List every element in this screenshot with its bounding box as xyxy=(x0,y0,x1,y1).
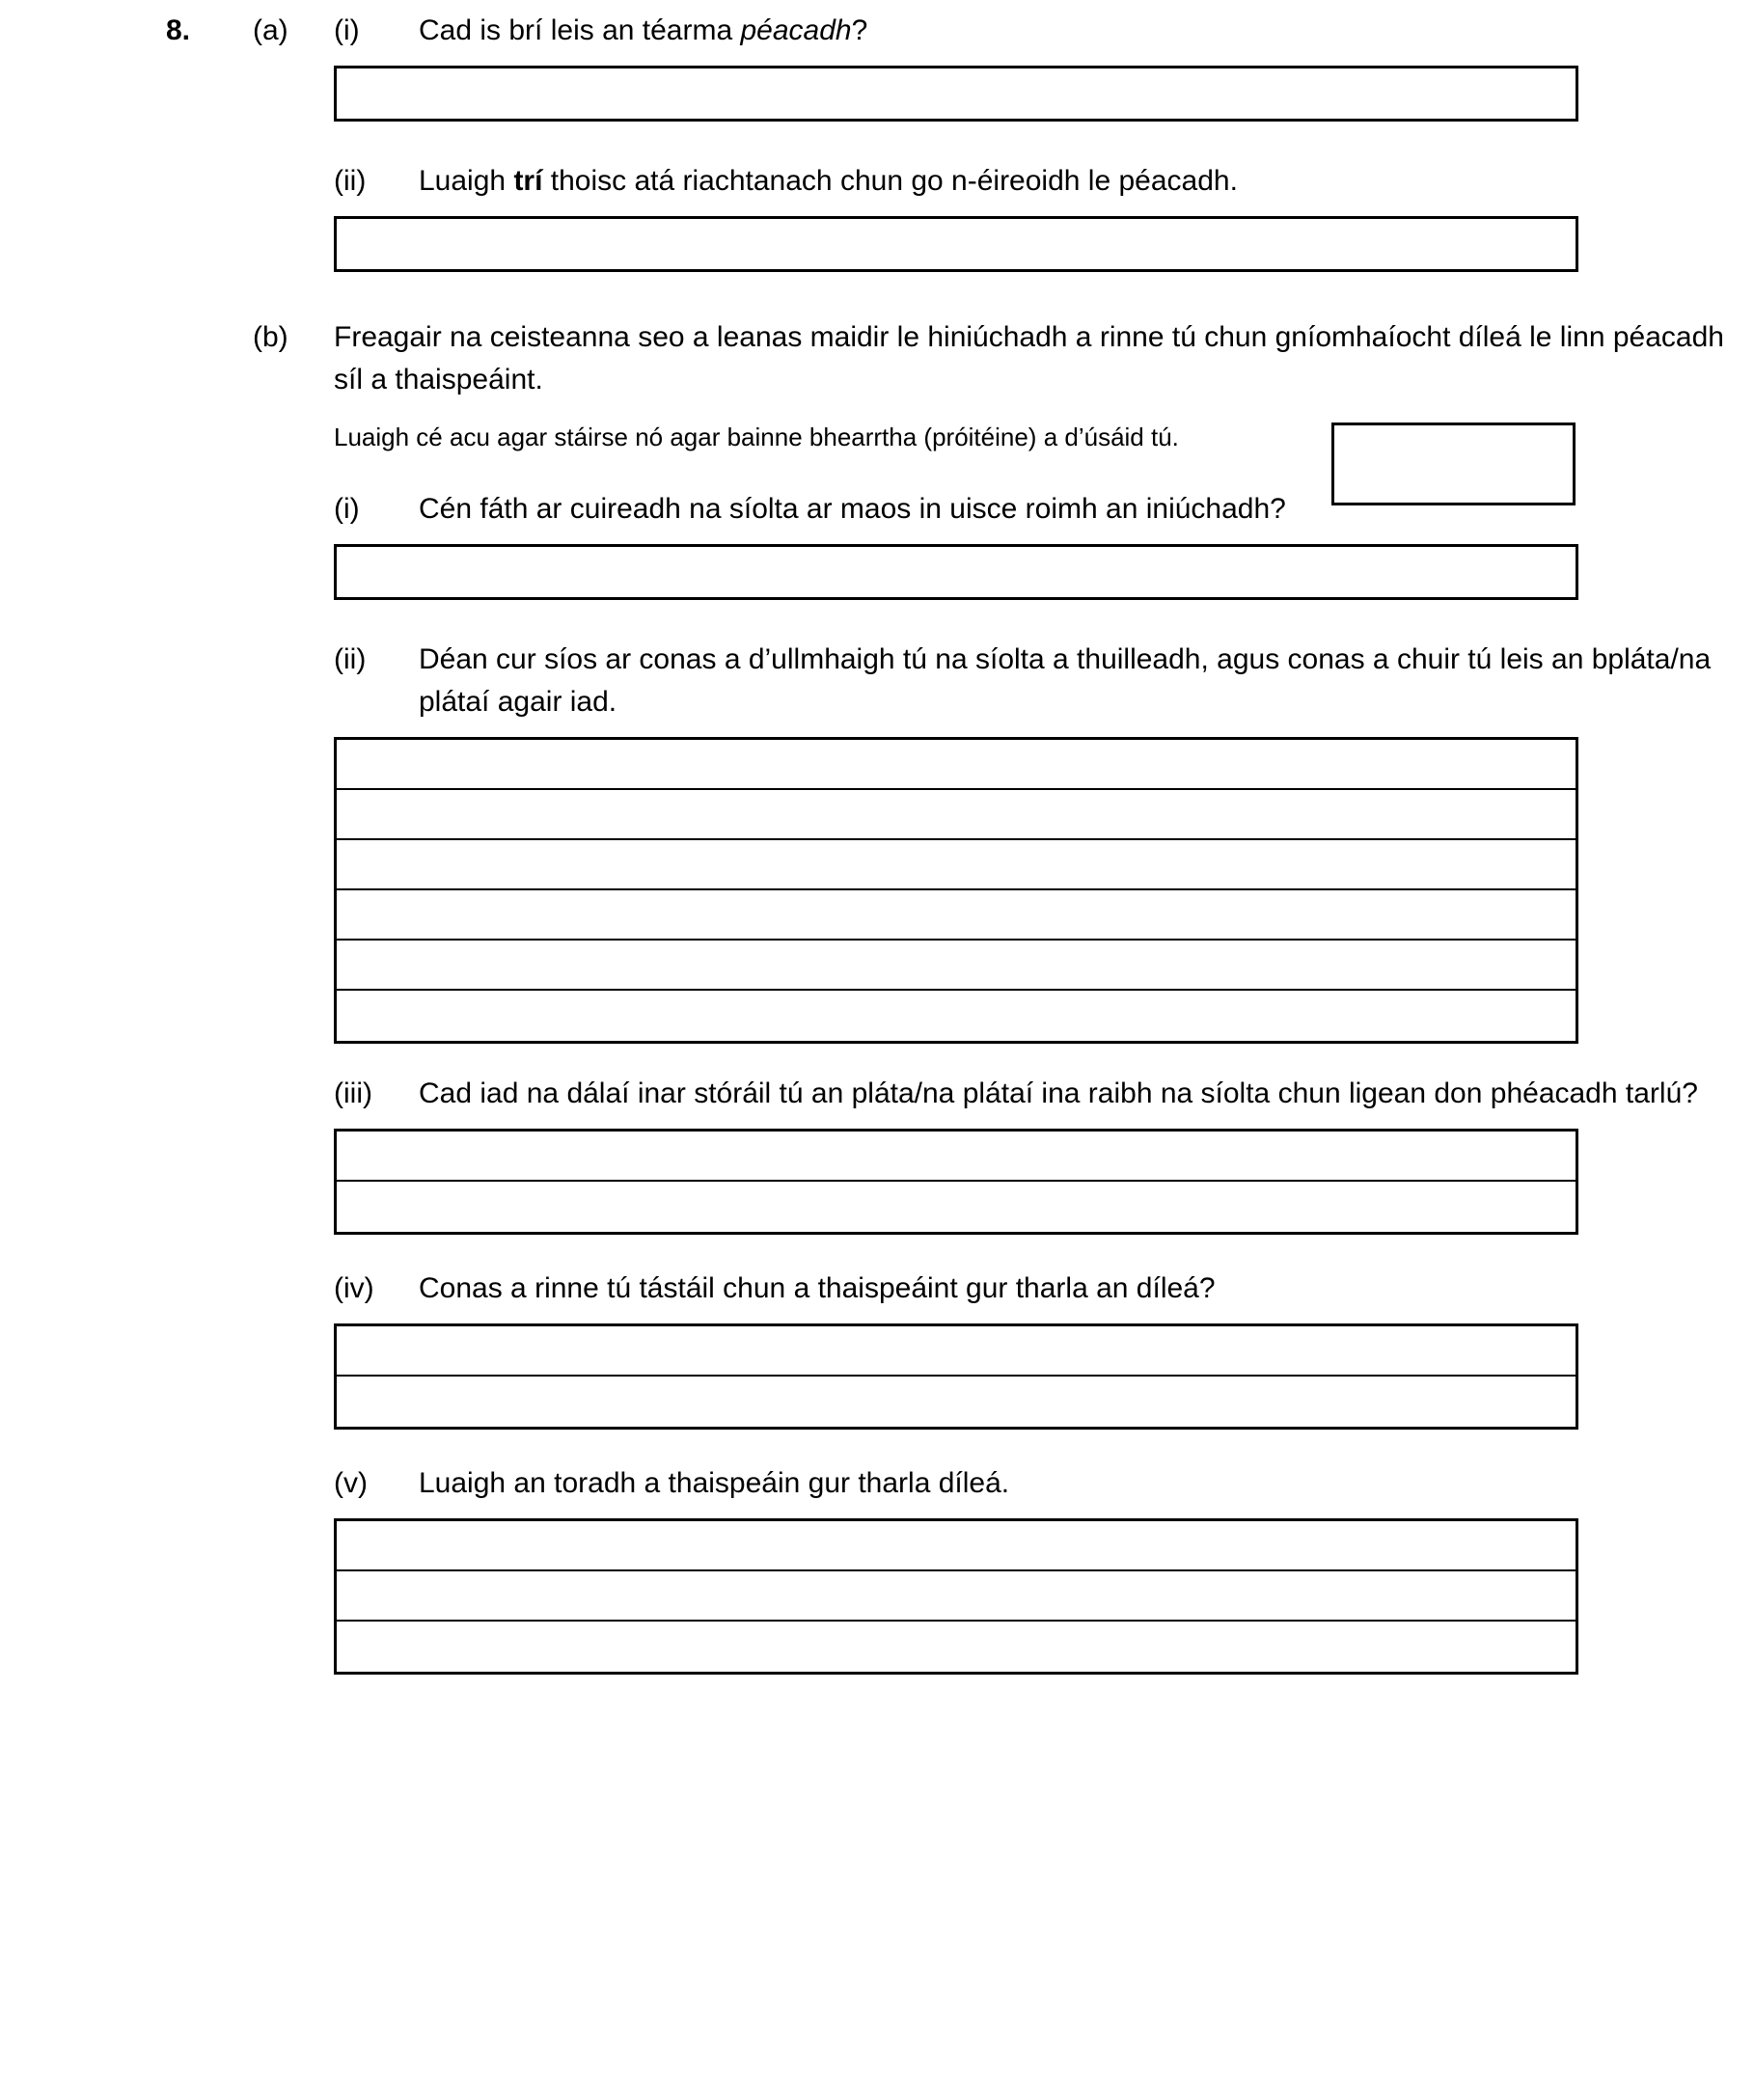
question-text-b-intro: Freagair na ceisteanna seo a leanas maidir le hiniúchadh a rinne tú chun gníomhaíocht díleá le linn péacadh síl a thaispeáint. xyxy=(334,321,1724,395)
spacer xyxy=(0,1310,1754,1323)
answer-box-b-ii[interactable] xyxy=(334,737,1578,1044)
answer-box-b-subintro[interactable] xyxy=(1331,423,1576,505)
spacer xyxy=(0,531,1754,544)
question-text-a-ii xyxy=(419,160,1754,203)
item-label-b-ii: (ii) xyxy=(334,643,367,675)
answer-box-b-i[interactable] xyxy=(334,544,1578,600)
question-text-a-i xyxy=(419,10,1754,52)
answer-line[interactable] xyxy=(337,1571,1576,1622)
answer-line[interactable] xyxy=(337,840,1576,890)
question-8b-iv xyxy=(0,1268,1754,1310)
answer-line[interactable] xyxy=(337,790,1576,840)
spacer xyxy=(0,203,1754,216)
answer-box-a-i[interactable] xyxy=(334,66,1578,122)
question-text-b-subintro: Luaigh cé acu agar stáirse nó agar bainne bhearrtha (próitéine) a d’úsáid tú. xyxy=(334,423,1179,451)
answer-line[interactable] xyxy=(337,1182,1576,1232)
item-label-a-ii: (ii) xyxy=(334,165,367,197)
answer-line[interactable] xyxy=(337,1132,1576,1182)
answer-line[interactable] xyxy=(337,219,1576,269)
question-8b-ii xyxy=(0,639,1754,723)
question-number: 8. xyxy=(166,14,191,46)
part-label-b: (b) xyxy=(253,321,288,353)
spacer xyxy=(0,272,1754,316)
question-8a-i xyxy=(0,10,1754,52)
answer-line[interactable] xyxy=(337,941,1576,991)
spacer xyxy=(0,401,1754,419)
answer-line[interactable] xyxy=(337,1521,1576,1571)
top-spacer xyxy=(0,0,1754,10)
spacer xyxy=(0,1430,1754,1462)
question-text-a-i-after: ? xyxy=(851,14,868,46)
spacer xyxy=(0,1115,1754,1129)
question-text-b-i: Cén fáth ar cuireadh na síolta ar maos in uisce roimh an iniúchadh? xyxy=(419,493,1286,525)
answer-line[interactable] xyxy=(337,1622,1576,1672)
question-text-b-v: Luaigh an toradh a thaispeáin gur tharla díleá. xyxy=(419,1467,1010,1499)
answer-box-a-ii[interactable] xyxy=(334,216,1578,272)
spacer xyxy=(0,723,1754,737)
question-text-a-ii-before: Luaigh xyxy=(419,165,514,197)
item-label-b-iv: (iv) xyxy=(334,1272,374,1304)
question-8a-ii xyxy=(0,160,1754,203)
spacer xyxy=(0,1235,1754,1268)
item-label-b-i: (i) xyxy=(334,493,360,525)
question-text-a-i-before: Cad is brí leis an téarma xyxy=(419,14,741,46)
answer-box-b-v[interactable] xyxy=(334,1518,1578,1675)
answer-line[interactable] xyxy=(337,1377,1576,1427)
item-label-b-iii: (iii) xyxy=(334,1077,372,1109)
question-text-b-iii: Cad iad na dálaí inar stóráil tú an pláta/na plátaí ina raibh na síolta chun ligean don phéacadh tarlú? xyxy=(419,1077,1698,1109)
spacer xyxy=(0,52,1754,66)
spacer xyxy=(0,1044,1754,1073)
spacer xyxy=(0,1505,1754,1518)
spacer xyxy=(0,122,1754,160)
question-8b-v xyxy=(0,1462,1754,1505)
question-term-peacadh: péacadh xyxy=(740,14,852,46)
answer-box-b-iv[interactable] xyxy=(334,1323,1578,1430)
answer-line[interactable] xyxy=(337,1326,1576,1377)
question-emphasis-tri: trí xyxy=(513,165,543,197)
question-8b-iii xyxy=(0,1073,1754,1115)
question-text-a-ii-after: thoisc atá riachtanach chun go n-éireoidh le péacadh. xyxy=(542,165,1238,197)
answer-line[interactable] xyxy=(337,547,1576,597)
answer-line[interactable] xyxy=(337,740,1576,790)
question-text-b-iv: Conas a rinne tú tástáil chun a thaispeáint gur tharla an díleá? xyxy=(419,1272,1216,1304)
spacer xyxy=(0,600,1754,639)
item-label-a-i: (i) xyxy=(334,14,360,46)
answer-line[interactable] xyxy=(337,890,1576,941)
item-label-b-v: (v) xyxy=(334,1467,368,1499)
answer-line[interactable] xyxy=(337,991,1576,1041)
answer-line[interactable] xyxy=(337,68,1576,119)
question-8b-intro xyxy=(0,316,1754,401)
part-label-a: (a) xyxy=(253,14,288,46)
question-text-b-ii: Déan cur síos ar conas a d’ullmhaigh tú na síolta a thuilleadh, agus conas a chuir tú leis an bpláta/na plátaí agair iad. xyxy=(419,643,1712,718)
answer-box-b-iii[interactable] xyxy=(334,1129,1578,1235)
